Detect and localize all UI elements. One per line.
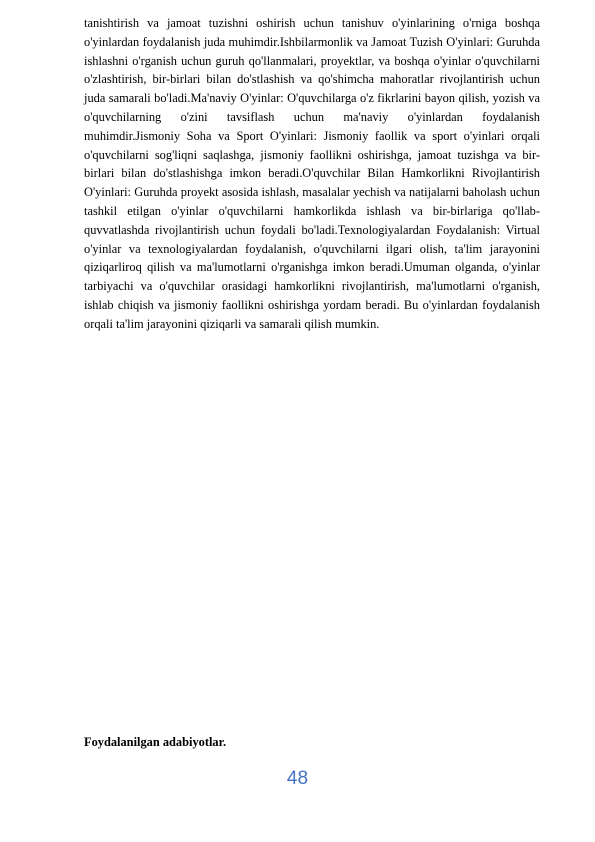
body-paragraph: tanishtirish va jamoat tuzishni oshirish uchun tanishuv o'yinlarining o'rniga boshqa o'yinlardan foydalanish juda muhimdir.Ishbilarmonlik va Jamoat Tuzish O'yinlari: Guruhda ishlashni o'rganish uchun guruh qo'llanmalari, proyektlar, va boshqa o'yinlar o'quvchilarni o'zlashtirish, bir-birlari bilan do'stlashish va qo'shimcha mahoratlar rivojlantirish uchun juda samarali bo'ladi.Ma'naviy O'yinlar: O'quvchilarga o'z fikrlarini bayon qilish, yozish va o'quvchilarning o'zini tavsiflash uchun ma'naviy o'yinlardan foydalanish muhimdir.Jismoniy Soha va Sport O'yinlari: Jismoniy faollik va sport o'yinlari orqali o'quvchilarni sog'liqni saqlashga, jismoniy faollikni oshirishga, jamoat tuzishga va bir-birlari bilan do'stlashishga imkon beradi.O'quvchilar Bilan Hamkorlikni Rivojlantirish O'yinlari: Guruhda proyekt asosida ishlash, masalalar yechish va natijalarni baholash uchun tashkil etilgan o'yinlar o'quvchilarni hamkorlikda ishlash va bir-birlariga qo'llab-quvvatlashda rivojlantirish uchun foydali bo'ladi.Texnologiyalardan Foydalanish: Virtual o'yinlar va texnologiyalardan foydalanish, o'quvchilarni ilgari olish, ta'lim jarayonini qiziqarliroq qilish va ma'lumotlarni o'rganishga imkon beradi.Umuman olganda, o'yinlar tarbiyachi va o'quvchilar orasidagi hamkorlikni rivojlantirish, ma'lumotlarni o'rganish, ishlab chiqish va jismoniy faollikni oshirishga yordam beradi. Bu o'yinlardan foydalanish orqali ta'lim jarayonini qiziqarli va samarali qilish mumkin. (84, 16, 540, 331)
references-heading: Foydalanilgan adabiyotlar. (84, 735, 227, 749)
page-number: 48 (286, 768, 309, 789)
